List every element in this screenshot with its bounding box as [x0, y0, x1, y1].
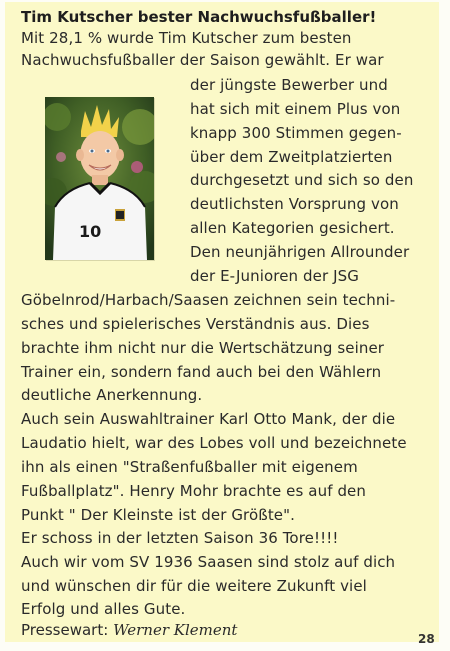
body-line: Nachwuchsfußballer der Saison gewählt. Er war: [21, 51, 384, 69]
body-line: brachte ihm nicht nur die Wertschätzung seiner: [21, 339, 385, 357]
player-photo: [45, 97, 154, 260]
byline-name: Werner Klement: [113, 621, 238, 639]
body-line: deutliche Anerkennung.: [21, 386, 203, 404]
byline: [21, 620, 237, 640]
body-line: durchgesetzt und sich so den: [190, 171, 414, 189]
body-line: Den neunjährigen Allrounder: [190, 243, 410, 261]
body-line: Auch wir vom SV 1936 Saasen sind stolz auf dich: [21, 553, 396, 571]
byline-role: Pressewart:: [21, 621, 109, 639]
page-number: 28: [418, 632, 435, 646]
body-line: Mit 28,1 % wurde Tim Kutscher zum besten: [21, 29, 352, 47]
body-line: allen Kategorien gesichert.: [190, 219, 395, 237]
body-line: Punkt " Der Kleinste ist der Größte".: [21, 506, 295, 524]
body-line: Auch sein Auswahltrainer Karl Otto Mank, der die: [21, 410, 396, 428]
body-line: der E-Junioren der JSG: [190, 267, 359, 285]
body-line: Laudatio hielt, war des Lobes voll und bezeichnete: [21, 434, 407, 452]
body-line: deutlichsten Vorsprung von: [190, 195, 399, 213]
body-line: Er schoss in der letzten Saison 36 Tore!!!!: [21, 529, 339, 547]
body-line: ihn als einen "Straßenfußballer mit eigenem: [21, 458, 358, 476]
body-line: Fußballplatz". Henry Mohr brachte es auf den: [21, 482, 366, 500]
body-line: knapp 300 Stimmen gegen-: [190, 124, 402, 142]
body-line: sches und spielerisches Verständnis aus. Dies: [21, 315, 370, 333]
jersey-number: 10: [79, 222, 102, 241]
body-line: Göbelnrod/Harbach/Saasen zeichnen sein techni-: [21, 291, 396, 309]
body-line: und wünschen dir für die weitere Zukunft viel: [21, 577, 367, 595]
body-line: über dem Zweitplatzierten: [190, 148, 393, 166]
body-line: Trainer ein, sondern fand auch bei den Wählern: [21, 363, 382, 381]
body-line: hat sich mit einem Plus von: [190, 100, 401, 118]
body-line: der jüngste Bewerber und: [190, 76, 388, 94]
article-headline: Tim Kutscher bester Nachwuchsfußballer!: [21, 8, 377, 26]
body-line: Erfolg und alles Gute.: [21, 600, 186, 618]
